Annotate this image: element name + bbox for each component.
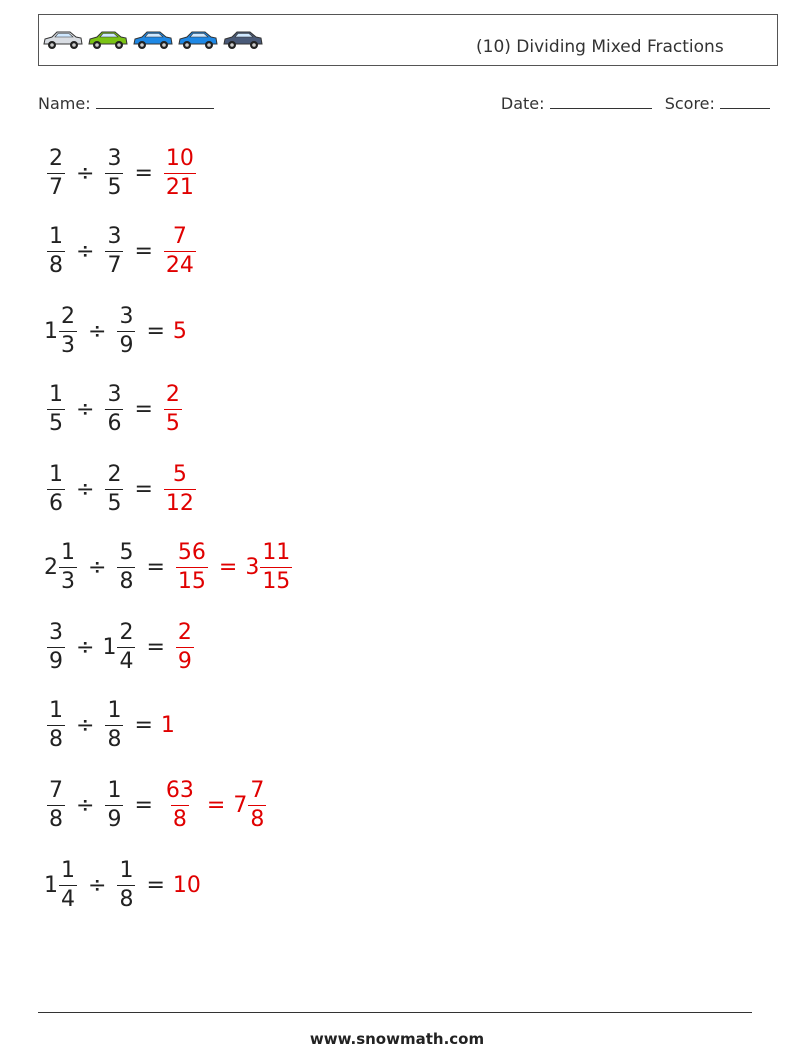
- fraction: [117, 619, 135, 674]
- numerator: 7: [250, 777, 265, 803]
- divide-sign: ÷: [76, 396, 95, 422]
- denominator: 6: [107, 410, 122, 436]
- numerator: 3: [107, 145, 122, 171]
- operand-term: [102, 777, 126, 832]
- numerator: 7: [172, 223, 187, 249]
- equals-sign: =: [134, 396, 153, 422]
- denominator: 8: [119, 568, 134, 594]
- operand-term: [44, 223, 68, 278]
- denominator: 3: [61, 332, 75, 358]
- numerator: 5: [119, 539, 134, 565]
- denominator: 15: [262, 568, 291, 594]
- problem-row: [44, 532, 295, 602]
- operand-term: [44, 619, 68, 674]
- fraction: [47, 461, 65, 516]
- fraction: [260, 539, 292, 594]
- footer-divider: [38, 1012, 752, 1013]
- equals-sign: =: [134, 792, 153, 818]
- fraction: [105, 223, 123, 278]
- denominator: 4: [61, 886, 75, 912]
- denominator: 5: [49, 410, 63, 436]
- fraction: [47, 381, 65, 436]
- denominator: 6: [49, 490, 63, 516]
- equals-sign: =: [134, 712, 153, 738]
- answer-term: [161, 145, 199, 200]
- fraction: [117, 303, 135, 358]
- fraction: [176, 619, 194, 674]
- fraction: [105, 381, 123, 436]
- denominator: 8: [250, 806, 265, 832]
- fraction: [164, 777, 196, 832]
- whole-number: 1: [102, 634, 117, 660]
- numerator: 1: [49, 223, 63, 249]
- divide-sign: ÷: [76, 634, 95, 660]
- score-label: Score:: [664, 94, 715, 113]
- denominator: 3: [61, 568, 75, 594]
- operand-term: [44, 145, 68, 200]
- problem-row: [44, 850, 199, 920]
- fraction: [105, 777, 123, 832]
- fraction: [164, 381, 182, 436]
- answer-term: [161, 461, 199, 516]
- denominator: 9: [177, 648, 192, 674]
- divide-sign: ÷: [76, 792, 95, 818]
- answer-term: [173, 319, 185, 344]
- fraction: [117, 857, 135, 912]
- numerator: 2: [119, 619, 134, 645]
- car-icons-strip: [42, 29, 264, 51]
- score-blank: [720, 94, 770, 109]
- numerator: 3: [107, 223, 122, 249]
- numerator: 5: [172, 461, 187, 487]
- numerator: 2: [49, 145, 63, 171]
- worksheet-title: (10) Dividing Mixed Fractions: [476, 37, 724, 57]
- divide-sign: ÷: [76, 476, 95, 502]
- equals-sign: =: [146, 634, 165, 660]
- denominator: 8: [119, 886, 134, 912]
- operand-term: [44, 697, 68, 752]
- denominator: 12: [165, 490, 194, 516]
- whole-number: 1: [160, 712, 175, 738]
- operand-term: [114, 857, 138, 912]
- numerator: 2: [165, 381, 180, 407]
- denominator: 8: [107, 726, 122, 752]
- numerator: 3: [107, 381, 122, 407]
- denominator: 8: [49, 806, 63, 832]
- denominator: 24: [165, 252, 194, 278]
- fraction: [105, 461, 123, 516]
- whole-number: 10: [172, 872, 201, 898]
- denominator: 8: [172, 806, 187, 832]
- problem-row: [44, 138, 199, 208]
- numerator: 1: [49, 381, 63, 407]
- fraction: [47, 619, 65, 674]
- equals-sign: =: [134, 476, 153, 502]
- operand-term: [44, 381, 68, 436]
- operand-term: [44, 461, 68, 516]
- numerator: 1: [49, 697, 63, 723]
- numerator: 3: [49, 619, 63, 645]
- operand-term: [102, 223, 126, 278]
- answer-term: [233, 777, 269, 832]
- problem-row: [44, 374, 185, 444]
- numerator: 7: [49, 777, 63, 803]
- numerator: 56: [177, 539, 206, 565]
- operand-term: [44, 539, 80, 594]
- car-icon: [132, 29, 174, 51]
- operand-term: [114, 303, 138, 358]
- date-label: Date:: [500, 94, 545, 113]
- answer-term: [173, 873, 199, 898]
- divide-sign: ÷: [76, 238, 95, 264]
- name-field: [38, 94, 214, 113]
- denominator: 15: [177, 568, 206, 594]
- operand-term: [102, 381, 126, 436]
- answer-term: [161, 381, 185, 436]
- operand-term: [102, 697, 126, 752]
- denominator: 4: [119, 648, 134, 674]
- answer-term: [173, 539, 211, 594]
- car-icon: [42, 29, 84, 51]
- numerator: 10: [165, 145, 194, 171]
- denominator: 5: [107, 174, 122, 200]
- name-blank: [96, 94, 214, 109]
- fraction: [59, 857, 77, 912]
- answer-term: [161, 223, 199, 278]
- equals-sign: =: [134, 238, 153, 264]
- fraction: [47, 777, 65, 832]
- footer-site: www.snowmath.com: [309, 1030, 485, 1048]
- fraction: [164, 461, 196, 516]
- equals-sign: =: [146, 872, 165, 898]
- denominator: 9: [49, 648, 63, 674]
- equals-sign: =: [146, 554, 165, 580]
- date-blank: [550, 94, 652, 109]
- answer-term: [161, 713, 173, 738]
- fraction: [47, 145, 65, 200]
- numerator: 1: [61, 539, 75, 565]
- problem-row: [44, 690, 173, 760]
- fraction: [117, 539, 135, 594]
- numerator: 1: [107, 697, 122, 723]
- car-icon: [222, 29, 264, 51]
- fraction: [47, 223, 65, 278]
- fraction: [105, 697, 123, 752]
- operand-term: [44, 857, 80, 912]
- denominator: 7: [107, 252, 122, 278]
- whole-number: 2: [44, 554, 58, 580]
- denominator: 5: [107, 490, 122, 516]
- date-score-fields: [501, 94, 770, 113]
- denominator: 21: [165, 174, 194, 200]
- fraction: [47, 697, 65, 752]
- whole-number: 1: [44, 318, 58, 344]
- denominator: 7: [49, 174, 63, 200]
- divide-sign: ÷: [76, 160, 95, 186]
- equals-sign: =: [218, 554, 238, 580]
- fraction: [164, 145, 196, 200]
- numerator: 2: [177, 619, 192, 645]
- operand-term: [114, 539, 138, 594]
- denominator: 5: [165, 410, 180, 436]
- car-icon: [177, 29, 219, 51]
- denominator: 8: [49, 726, 63, 752]
- fraction: [248, 777, 266, 832]
- divide-sign: ÷: [76, 712, 95, 738]
- numerator: 1: [119, 857, 134, 883]
- fraction: [59, 303, 77, 358]
- numerator: 1: [49, 461, 63, 487]
- worksheet-header: [38, 14, 778, 66]
- divide-sign: ÷: [88, 872, 107, 898]
- numerator: 3: [119, 303, 134, 329]
- whole-number: 7: [233, 792, 248, 818]
- denominator: 8: [49, 252, 63, 278]
- problem-row: [44, 770, 269, 840]
- operand-term: [102, 461, 126, 516]
- problem-row: [44, 454, 199, 524]
- fraction: [176, 539, 208, 594]
- denominator: 9: [107, 806, 122, 832]
- fraction: [105, 145, 123, 200]
- problem-row: [44, 216, 199, 286]
- divide-sign: ÷: [88, 318, 107, 344]
- whole-number: 3: [245, 554, 260, 580]
- problem-row: [44, 612, 197, 682]
- answer-term: [245, 539, 295, 594]
- equals-sign: =: [206, 792, 226, 818]
- name-label: Name:: [38, 94, 91, 113]
- operand-term: [44, 777, 68, 832]
- numerator: 11: [262, 539, 291, 565]
- numerator: 2: [61, 303, 75, 329]
- equals-sign: =: [146, 318, 165, 344]
- divide-sign: ÷: [88, 554, 107, 580]
- car-icon: [87, 29, 129, 51]
- fraction: [164, 223, 196, 278]
- operand-term: [44, 303, 80, 358]
- numerator: 1: [107, 777, 122, 803]
- numerator: 63: [165, 777, 194, 803]
- answer-term: [161, 777, 199, 832]
- denominator: 9: [119, 332, 134, 358]
- answer-term: [173, 619, 197, 674]
- numerator: 2: [107, 461, 122, 487]
- numerator: 1: [61, 857, 75, 883]
- fraction: [59, 539, 77, 594]
- whole-number: 1: [44, 872, 58, 898]
- whole-number: 5: [172, 318, 187, 344]
- operand-term: [102, 145, 126, 200]
- problem-row: [44, 296, 185, 366]
- equals-sign: =: [134, 160, 153, 186]
- operand-term: [102, 619, 138, 674]
